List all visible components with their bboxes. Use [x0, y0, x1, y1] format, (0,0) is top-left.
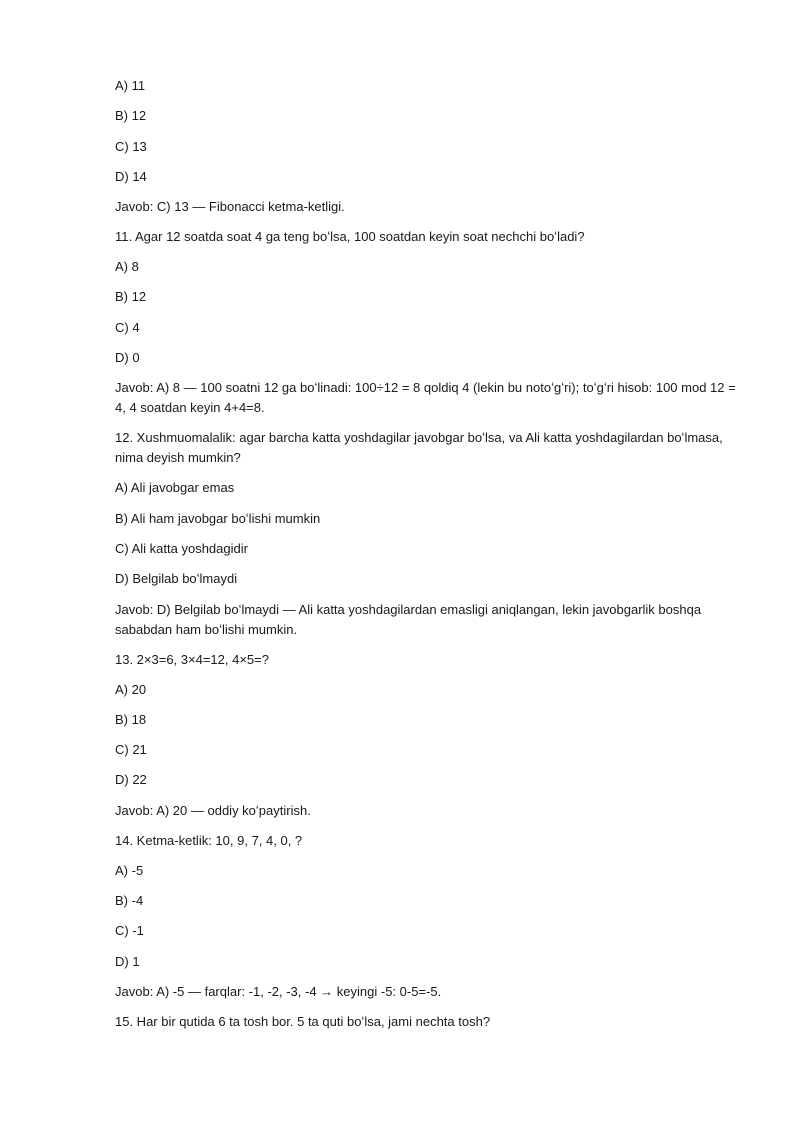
question-15: 15. Har bir qutida 6 ta tosh bor. 5 ta quti boʻlsa, jami nechta tosh?	[115, 1013, 491, 1029]
option-a: A) 20	[115, 681, 147, 697]
option-b: B) -4	[115, 893, 144, 909]
answer-line: Javob: C) 13 — Fibonacci ketma-ketligi.	[115, 199, 345, 215]
option-a: A) 8	[115, 259, 139, 275]
question-11: 11. Agar 12 soatda soat 4 ga teng boʻlsa, 100 soatdan keyin soat nechchi boʻladi?	[115, 229, 585, 245]
question-14: 14. Ketma-ketlik: 10, 9, 7, 4, 0, ?	[115, 832, 303, 848]
option-b: B) 18	[115, 711, 147, 727]
option-d: D) 14	[115, 168, 147, 184]
option-d: D) Belgilab boʻlmaydi	[115, 571, 238, 587]
answer-line: Javob: A) 8 — 100 soatni 12 ga boʻlinadi: 100÷12 = 8 qoldiq 4 (lekin bu notoʻgʻri); toʻgʻri hisob: 100 mod 12 = 4, 4 soatdan keyin 4+4=8.	[115, 380, 736, 416]
option-d: D) 0	[115, 350, 140, 366]
option-d: D) 22	[115, 772, 147, 788]
option-a: A) 11	[115, 78, 146, 93]
option-b: B) Ali ham javobgar boʻlishi mumkin	[115, 510, 321, 526]
option-c: C) 4	[115, 319, 140, 335]
document-body	[115, 76, 740, 1042]
answer-line: Javob: A) -5 — farqlar: -1, -2, -3, -4 → keyingi -5: 0-5=-5.	[115, 983, 442, 999]
question-13: 13. 2×3=6, 3×4=12, 4×5=?	[115, 651, 269, 667]
option-b: B) 12	[115, 289, 147, 305]
option-c: C) Ali katta yoshdagidir	[115, 540, 248, 556]
answer-line: Javob: A) 20 — oddiy koʻpaytirish.	[115, 802, 311, 818]
option-b: B) 12	[115, 108, 147, 124]
option-c: C) 13	[115, 138, 147, 154]
answer-line: Javob: D) Belgilab boʻlmaydi — Ali katta yoshdagilardan emasligi aniqlangan, lekin javobgarlik boshqa sababdan ham boʻlishi mumkin.	[115, 601, 702, 637]
question-12: 12. Xushmuomalalik: agar barcha katta yoshdagilar javobgar boʻlsa, va Ali katta yoshdagilardan boʻlmasa, nima deyish mumkin?	[115, 430, 723, 466]
option-a: A) Ali javobgar emas	[115, 480, 235, 496]
option-c: C) 21	[115, 742, 147, 758]
option-d: D) 1	[115, 953, 140, 969]
option-c: C) -1	[115, 923, 144, 939]
option-a: A) -5	[115, 862, 144, 878]
